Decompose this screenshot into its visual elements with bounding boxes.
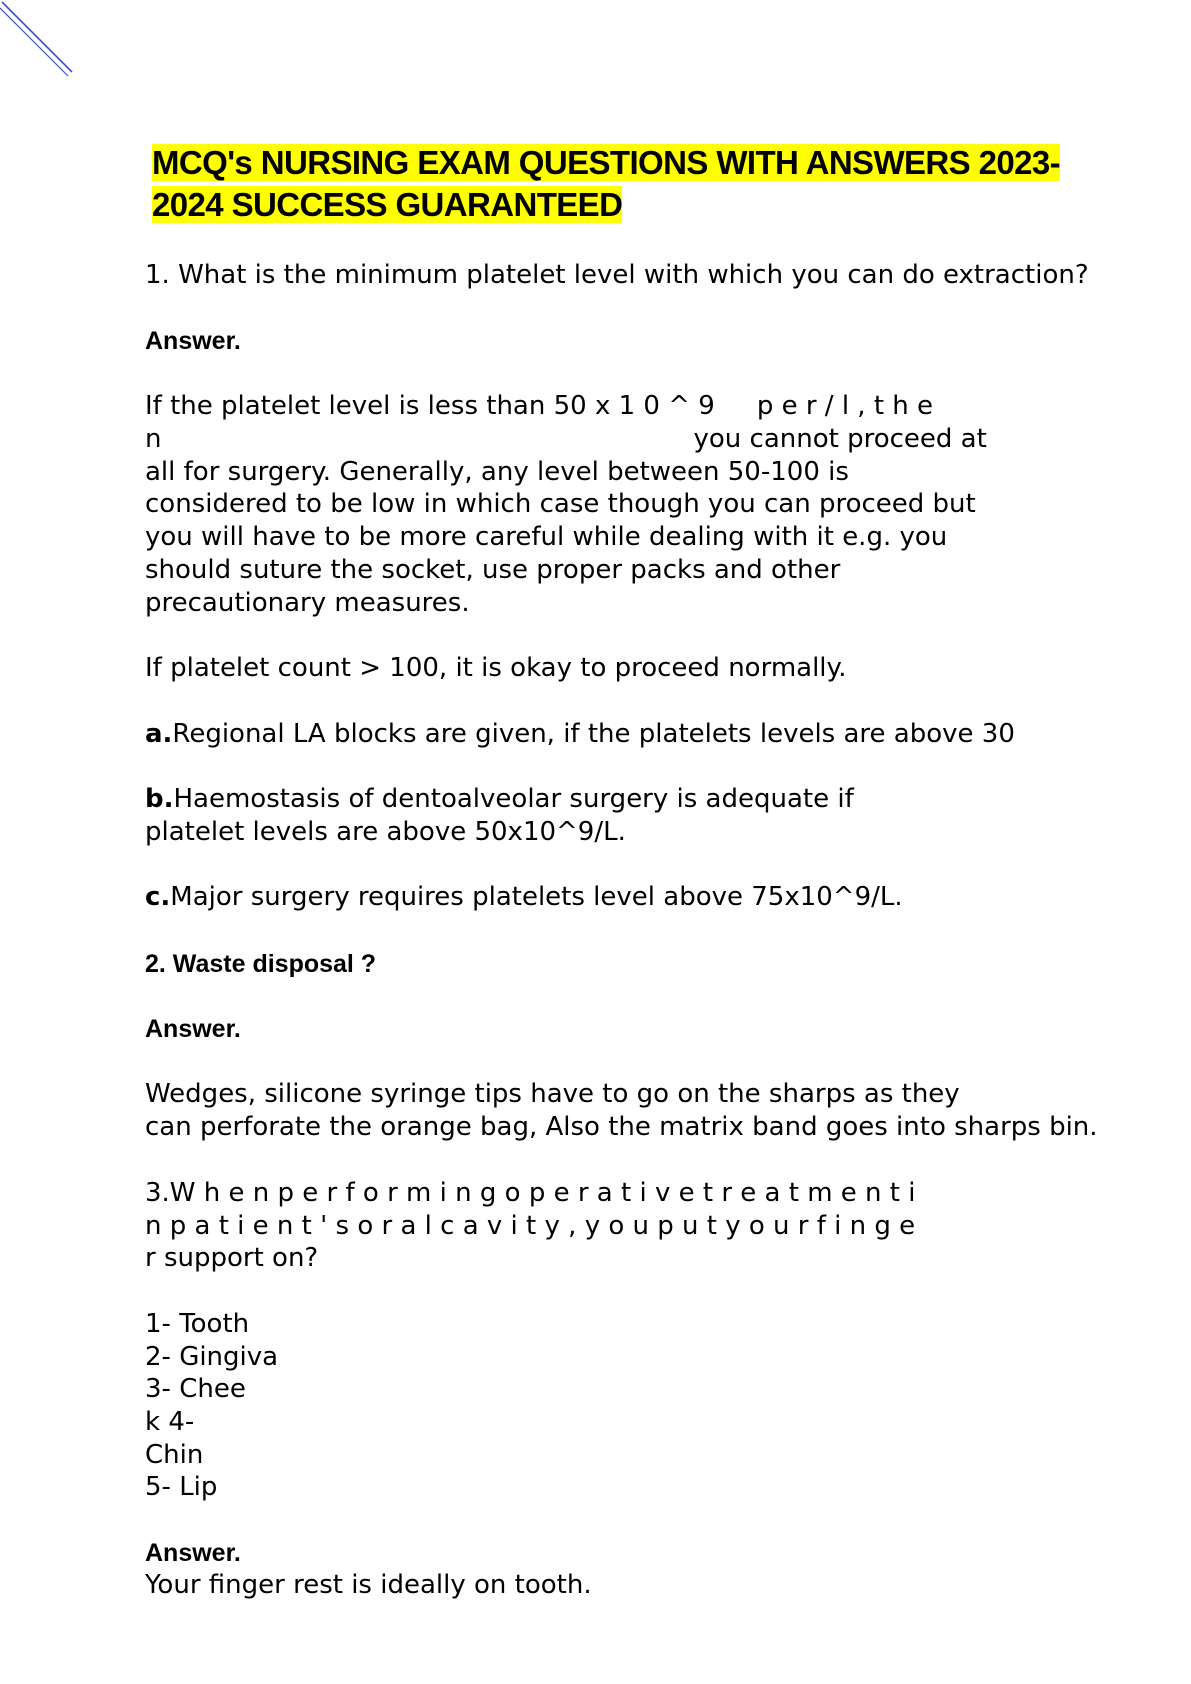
question-3-line-1: 3.W h e n p e r f o r m i n g o p e r a t i v e t r e a t m e n t i: [145, 1178, 916, 1208]
answer-3: Your finger rest is ideally on tooth.: [145, 1570, 592, 1600]
point-b-continued: platelet levels are above 50x10^9/L.: [145, 817, 626, 847]
answer-1-line-6: should suture the socket, use proper packs and other: [145, 555, 841, 585]
answer-label-2: Answer.: [145, 1015, 241, 1043]
point-c: c.Major surgery requires platelets level above 75x10^9/L.: [145, 882, 903, 912]
question-1: 1. What is the minimum platelet level with which you can do extraction?: [145, 260, 1089, 290]
option-2: 2- Gingiva: [145, 1342, 279, 1372]
answer-1-line-7: precautionary measures.: [145, 588, 470, 618]
option-3: 3- Chee: [145, 1374, 246, 1404]
corner-diagonal-line: [0, 0, 80, 80]
answer-1-line-5: you will have to be more careful while dealing with it e.g. you: [145, 522, 948, 552]
answer-1-para-2: If platelet count > 100, it is okay to proceed normally.: [145, 653, 847, 683]
answer-label-3: Answer.: [145, 1539, 241, 1567]
answer-2-line-1: Wedges, silicone syringe tips have to go on the sharps as they: [145, 1079, 960, 1109]
question-2: 2. Waste disposal ?: [145, 950, 377, 978]
answer-2-line-2: can perforate the orange bag, Also the matrix band goes into sharps bin.: [145, 1112, 1098, 1142]
question-3-line-2: n p a t i e n t ' s o r a l c a v i t y , y o u p u t y o u r f i n g e: [145, 1211, 916, 1241]
title-line-2: 2024 SUCCESS GUARANTEED: [152, 186, 623, 223]
answer-1-line-1: If the platelet level is less than 50 x 1 0 ^ 9 p e r / l , t h e: [145, 391, 934, 421]
point-b: b.Haemostasis of dentoalveolar surgery is adequate if: [145, 784, 854, 814]
point-a: a.Regional LA blocks are given, if the platelets levels are above 30: [145, 719, 1015, 749]
answer-1-line-4: considered to be low in which case though you can proceed but: [145, 489, 976, 519]
document-title: [152, 142, 1172, 226]
title-line-1: MCQ's NURSING EXAM QUESTIONS WITH ANSWERS 2023-: [152, 144, 1061, 181]
answer-1-line-3: all for surgery. Generally, any level between 50-100 is: [145, 457, 849, 487]
answer-1-line-2: n you cannot proceed at: [145, 424, 987, 454]
option-4: Chin: [145, 1440, 204, 1470]
option-5: 5- Lip: [145, 1472, 218, 1502]
option-1: 1- Tooth: [145, 1309, 250, 1339]
option-3-continued: k 4-: [145, 1407, 195, 1437]
answer-label-1: Answer.: [145, 327, 241, 355]
question-3-line-3: r support on?: [145, 1243, 319, 1273]
